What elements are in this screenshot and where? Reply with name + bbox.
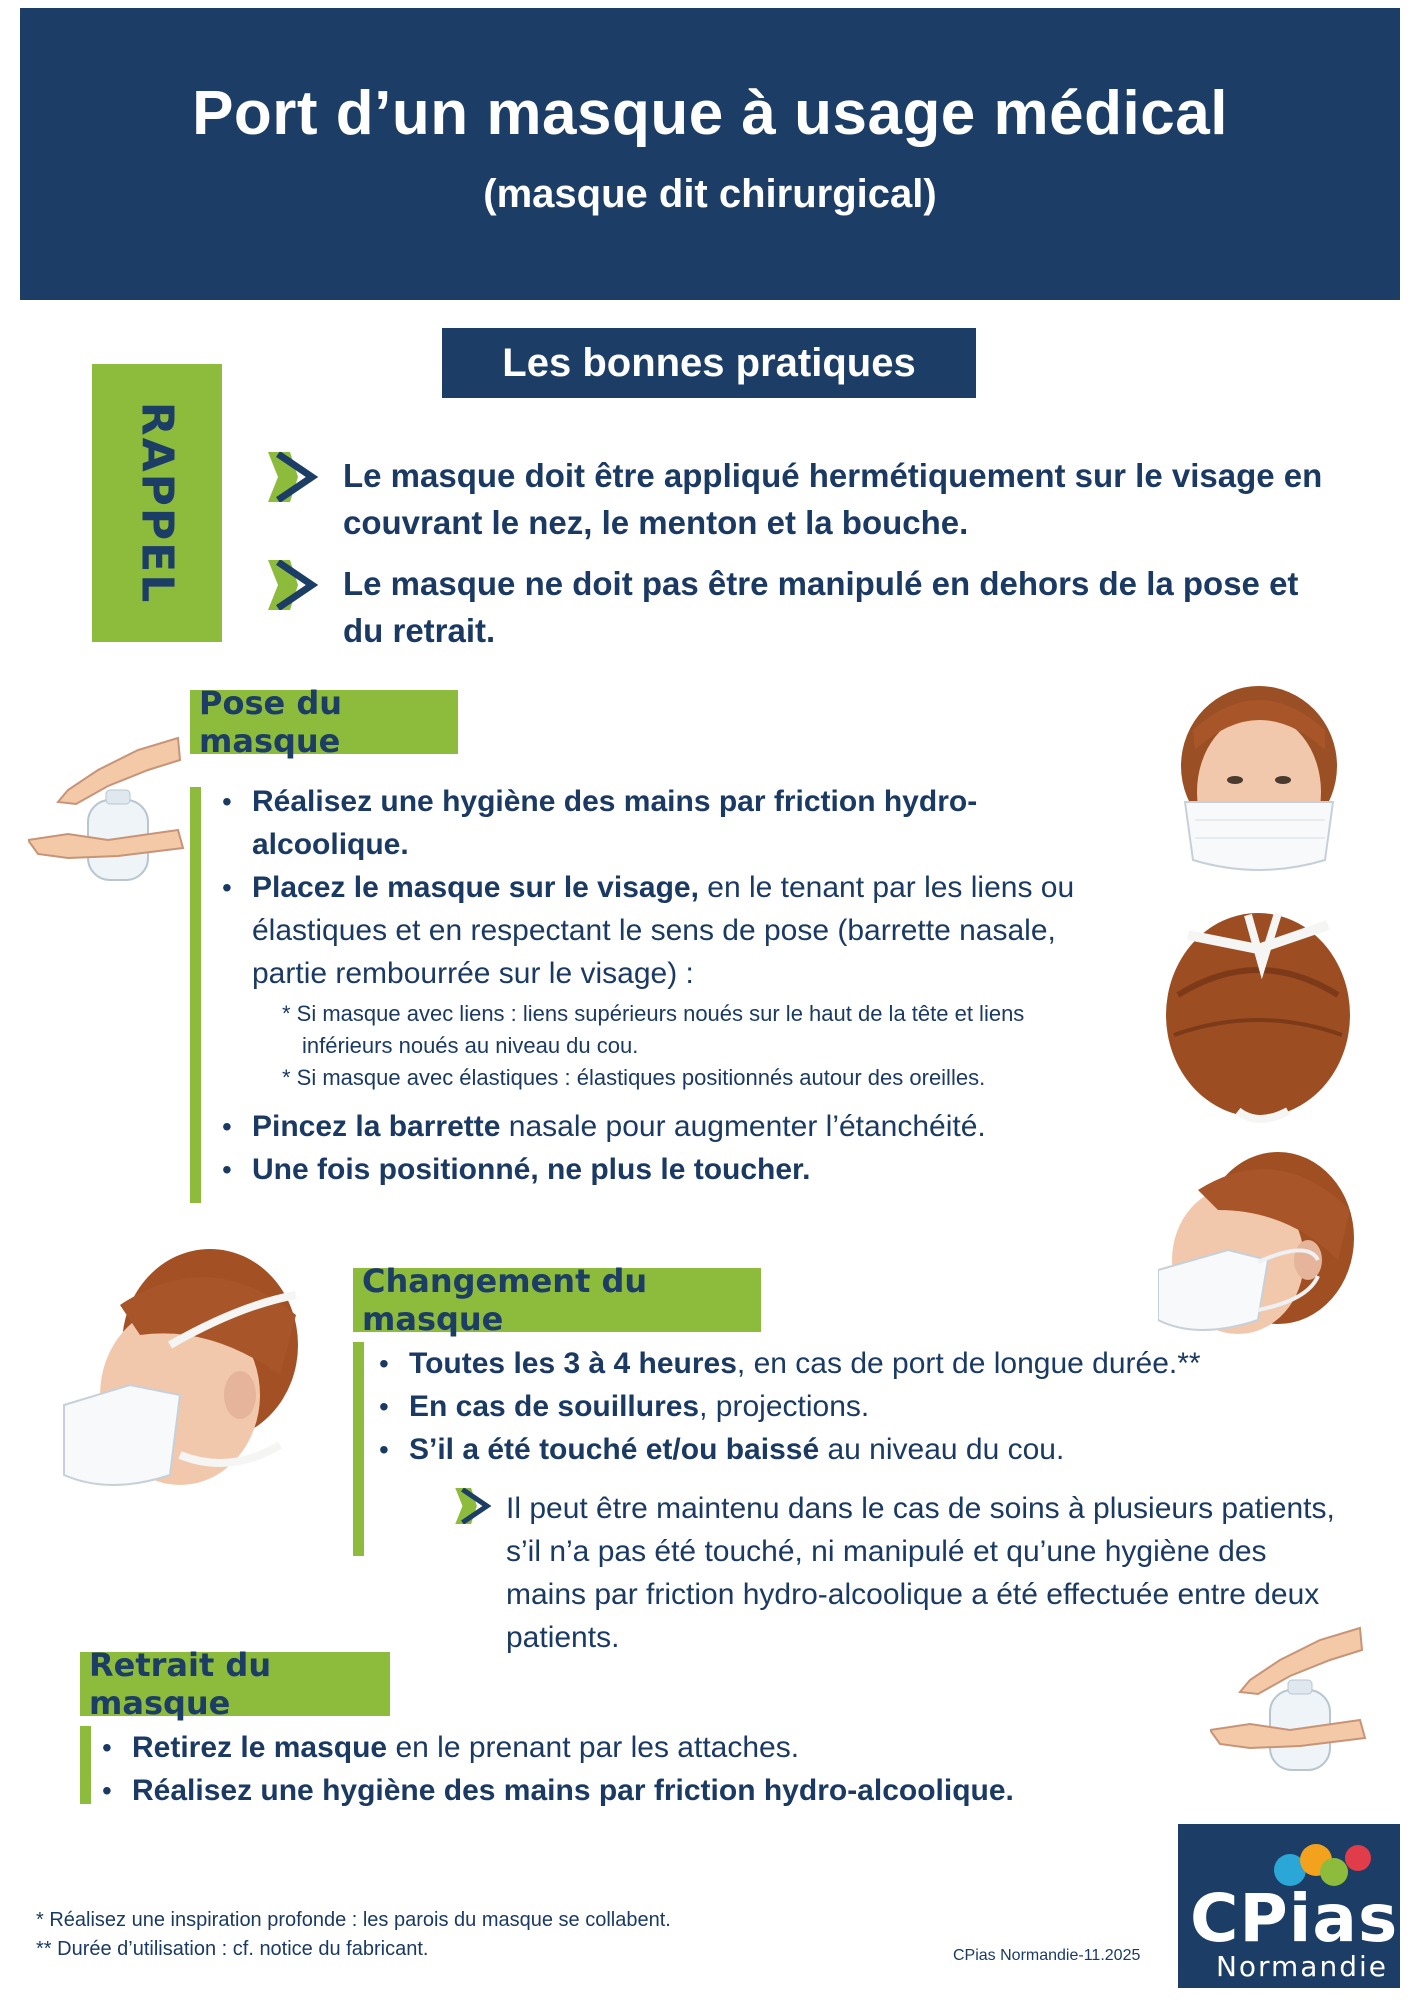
practices-heading: Les bonnes pratiques	[442, 328, 976, 398]
hand-rub-icon	[28, 730, 188, 890]
changement-b1-rest: , en cas de port de longue durée.**	[736, 1347, 1201, 1380]
pose-b2-rest: en le tenant par les liens ou	[698, 871, 1075, 904]
rappel-item-1	[343, 452, 1322, 546]
woman-mask-front-photo	[1165, 680, 1353, 880]
retrait-accent-bar	[80, 1726, 91, 1804]
pose-b2-line-2: élastiques et en respectant le sens de pose (barrette nasale,	[252, 914, 1056, 947]
cpias-logo	[1178, 1824, 1400, 1988]
retrait-b1-rest: en le prenant par les attaches.	[387, 1731, 800, 1764]
pose-b2-line-3: partie rembourrée sur le visage) :	[252, 957, 694, 990]
pose-list-2	[218, 1105, 1138, 1191]
changement-heading: Changement du masque	[353, 1268, 761, 1332]
list-item	[375, 1385, 1275, 1428]
changement-b3-bold: S’il a été touché et/ou baissé	[409, 1433, 820, 1466]
pose-b2-bold: Placez le masque sur le visage,	[252, 871, 699, 904]
rappel-item-1-line-1: Le masque doit être appliqué hermétiquement sur le visage en	[343, 457, 1323, 494]
logo-text: CPias	[1190, 1880, 1399, 1957]
rappel-item-1-line-2: couvrant le nez, le menton et la bouche.	[343, 504, 969, 541]
list-item	[218, 780, 1138, 866]
changement-accent-bar	[353, 1342, 364, 1556]
list-item	[218, 1105, 1138, 1148]
pose-b4: Une fois positionné, ne plus le toucher.	[252, 1153, 811, 1186]
pose-accent-bar	[190, 787, 201, 1203]
chevron-right-icon	[455, 1488, 493, 1524]
pose-b3-rest: nasale pour augmenter l’étanchéité.	[500, 1110, 986, 1143]
changement-note-line-2: s’il n’a pas été touché, ni manipulé et qu’une hygiène des	[506, 1535, 1267, 1568]
changement-b2-rest: , projections.	[699, 1390, 870, 1423]
chevron-right-icon	[268, 452, 320, 502]
page-subtitle: (masque dit chirurgical)	[483, 172, 937, 216]
pose-note-1-line-1: * Si masque avec liens : liens supérieurs noués sur le haut de la tête et liens	[282, 1001, 1025, 1026]
changement-b3-rest: au niveau du cou.	[819, 1433, 1065, 1466]
header-banner	[20, 8, 1400, 300]
rappel-item-2-line-1: Le masque ne doit pas être manipulé en dehors de la pose et	[343, 565, 1299, 602]
pose-note-1-line-2: inférieurs noués au niveau du cou.	[302, 1033, 639, 1058]
rappel-badge	[92, 364, 222, 642]
pose-heading: Pose du masque	[190, 690, 458, 754]
head-side-mask-photo	[60, 1245, 300, 1495]
retrait-b2: Réalisez une hygiène des mains par friction hydro-alcoolique.	[132, 1774, 1014, 1807]
pose-notes	[282, 998, 1162, 1094]
changement-note-line-1: Il peut être maintenu dans le cas de soins à plusieurs patients,	[506, 1492, 1335, 1525]
pose-b3-bold: Pincez la barrette	[252, 1110, 501, 1143]
list-item	[98, 1726, 1148, 1769]
retrait-heading: Retrait du masque	[80, 1652, 390, 1716]
head-side-elastic-photo	[1158, 1150, 1354, 1340]
pose-note-2: * Si masque avec élastiques : élastiques positionnés autour des oreilles.	[282, 1065, 986, 1090]
list-item	[375, 1342, 1275, 1385]
retrait-b1-bold: Retirez le masque	[132, 1731, 388, 1764]
changement-b1-bold: Toutes les 3 à 4 heures	[409, 1347, 737, 1380]
page-title: Port d’un masque à usage médical	[192, 79, 1228, 148]
retrait-list	[98, 1726, 1148, 1812]
footnotes	[36, 1906, 936, 1964]
changement-b2-bold: En cas de souillures	[409, 1390, 700, 1423]
footnote-1: * Réalisez une inspiration profonde : les parois du masque se collabent.	[36, 1909, 671, 1931]
list-item	[98, 1769, 1148, 1812]
pose-b1-line-2: alcoolique.	[252, 828, 409, 861]
hand-rub-icon-2	[1210, 1620, 1370, 1780]
head-back-ties-photo	[1158, 905, 1356, 1135]
pose-b1-line-1: • Réalisez une hygiène des mains par friction hydro-	[252, 785, 978, 818]
changement-list	[375, 1342, 1275, 1471]
rappel-item-2	[343, 560, 1298, 654]
pose-list	[218, 780, 1138, 995]
rappel-label: RAPPEL	[131, 401, 183, 605]
credit-line: CPias Normandie-11.2025	[953, 1947, 1141, 1964]
list-item	[218, 1148, 1138, 1191]
changement-note-line-3: mains par friction hydro-alcoolique a été effectuée entre deux	[506, 1578, 1320, 1611]
changement-note-line-4: patients.	[506, 1621, 620, 1654]
logo-subtext: Normandie	[1215, 1950, 1388, 1983]
footnote-2: ** Durée d’utilisation : cf. notice du fabricant.	[36, 1938, 429, 1960]
list-item	[375, 1428, 1275, 1471]
chevron-right-icon	[268, 560, 320, 610]
rappel-item-2-line-2: du retrait.	[343, 612, 496, 649]
list-item	[218, 866, 1138, 995]
